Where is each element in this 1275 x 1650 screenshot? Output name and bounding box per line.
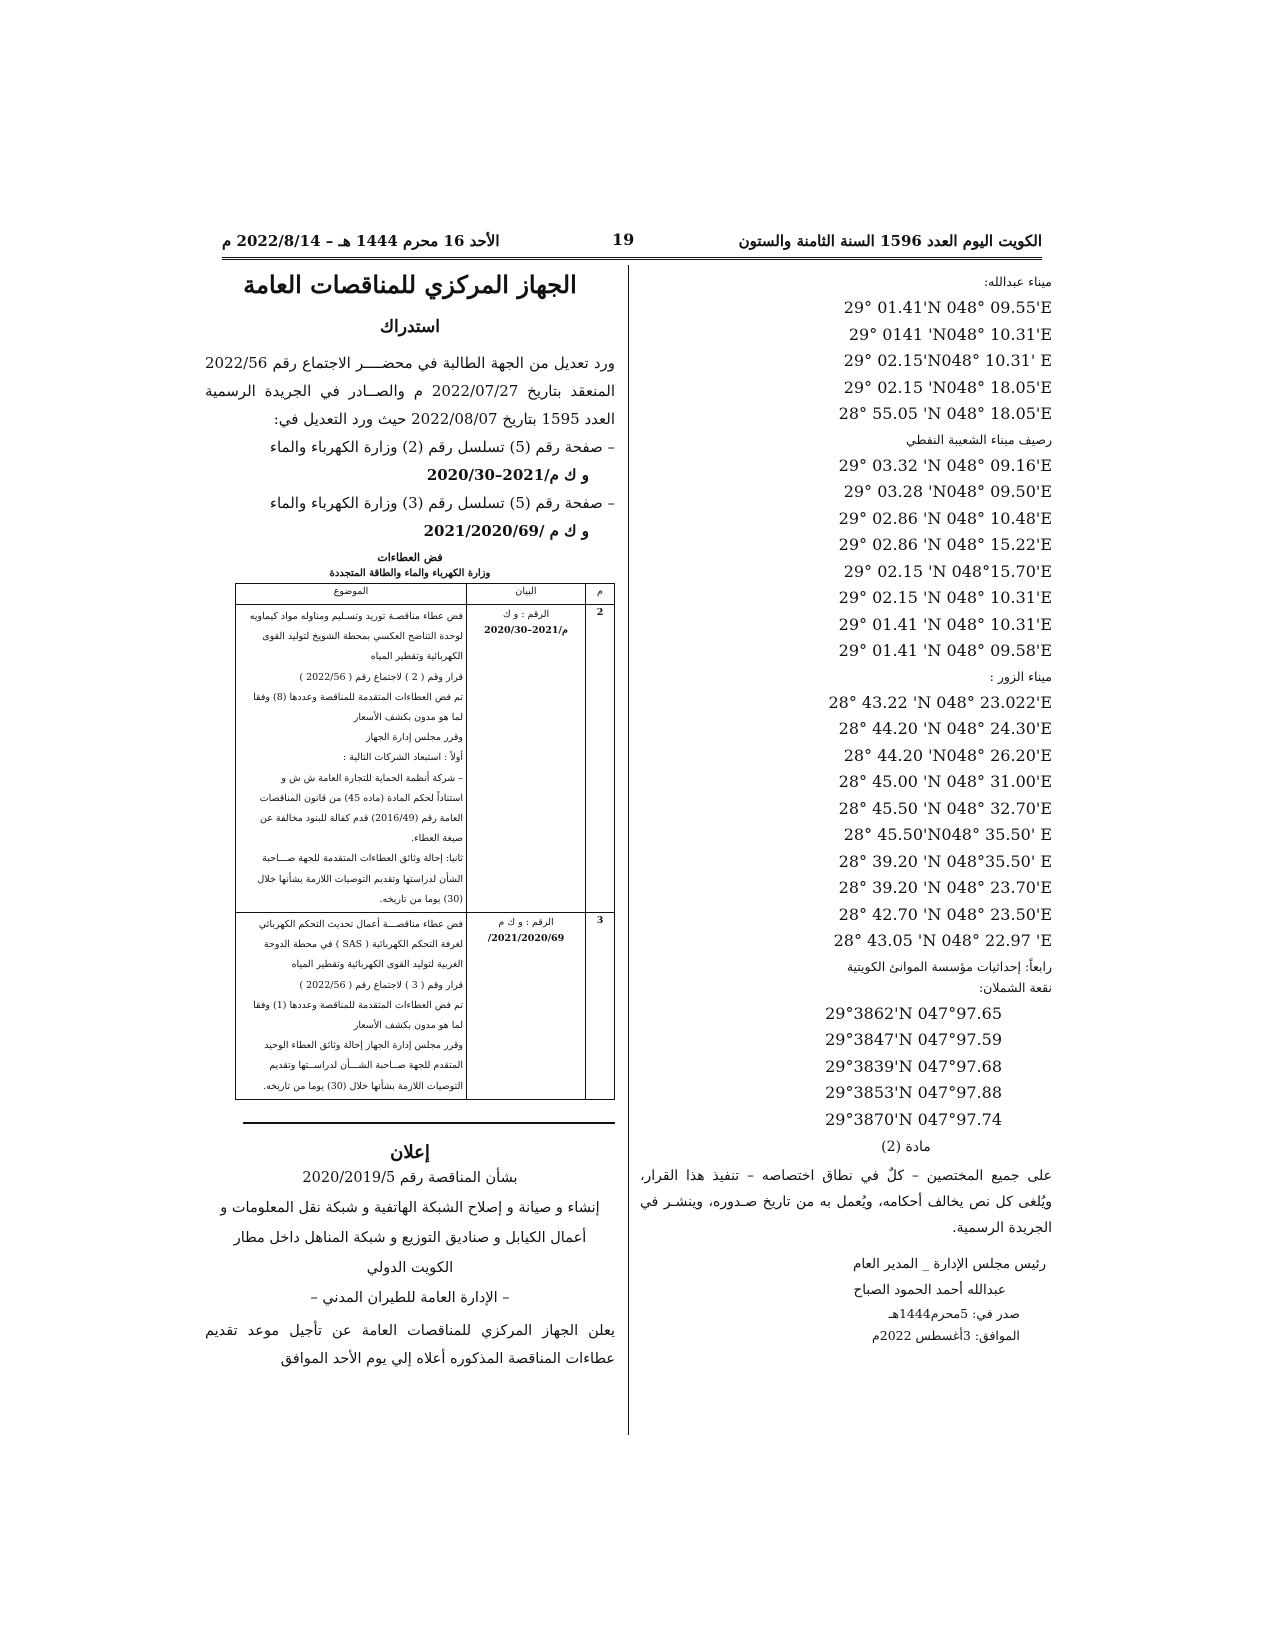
coordinate: 29° 02.86 'N 048° 15.22'E	[838, 535, 1052, 554]
subject-line: – شركة أنظمة الحماية للتجارة العامة ش ش و	[281, 772, 463, 784]
coordinate: 28° 44.20 'N048° 26.20'E	[843, 745, 1052, 765]
closing-text: على جميع المختصين – كلٌ في نطاق اختصاصه – تنفيذ هذا القرار، ويُلغى كل نص يخالف أحكامه، ويُعمل به من تاريخ صـدوره، وينشـر في الجريدة الرسمية.	[640, 1168, 1052, 1236]
coordinate: 28° 43.22 'N 048° 23.022'E	[828, 692, 1052, 712]
point-label: نقعة الشملان:	[978, 979, 1052, 995]
subject-line: صيغة العطاء.	[411, 833, 463, 845]
corresponding-line: الموافق: 3أغسطس 2022م	[872, 1328, 1020, 1343]
subject-line: قرار وقم ( 3 ) لاجتماع رقم ( 2022/56 )	[299, 979, 463, 991]
coordinate: 29° 01.41 'N 048° 10.31'E	[838, 614, 1052, 634]
coordinate: 29° 01.41 'N 048° 09.58'E	[838, 641, 1052, 660]
row-subject	[236, 913, 467, 1100]
port3-label: ميناء الزور :	[989, 668, 1052, 684]
coordinate: 29°3853'N 047°97.88	[825, 1083, 1002, 1102]
signature-block	[640, 1251, 1052, 1303]
coordinate: 28° 39.20 'N 048° 23.70'E	[838, 878, 1052, 897]
article-2-heading: مادة (2)	[881, 1139, 931, 1155]
row-ref	[467, 605, 586, 913]
item1-line2: و ك م/2021–2020/30	[426, 466, 589, 484]
section-title: استدراك	[380, 317, 440, 337]
page-number: 19	[612, 230, 635, 249]
subject-line: المتقدم للجهة صــاحبة الشـــأن لدراســتها وتقديم	[269, 1060, 463, 1072]
subject-line: ثانيا: إحالة وثائق العطاءات المتقدمة للجهة صـــاحبة	[262, 853, 463, 865]
coordinate: 29° 0141 'N048° 10.31'E	[848, 324, 1052, 344]
subject-line: (30) يوما من تاريخه.	[379, 893, 463, 905]
subject-line: العامة رقم (2016/49) قدم كفالة للبنود مخالفة عن	[259, 813, 463, 825]
subject-line: الشأن لدراستها وتقديم التوصيات اللازمة بشأنها خلال	[257, 873, 463, 885]
coordinate: 28° 44.20 'N 048° 24.30'E	[838, 719, 1052, 738]
right-column	[640, 270, 1052, 1353]
subject-line: لما هو مدون بكشف الأسعار	[353, 1020, 463, 1032]
signatory-name: عبدالله أحمد الحمود الصباح	[853, 1282, 1006, 1298]
subject-line: فض عطاء مناقصـــة أعمال تحديث التحكم الكهربائي	[258, 919, 463, 931]
section4-label: رابعاً: إحداثيات مؤسسة الموانئ الكويتية	[846, 958, 1052, 974]
coordinate: 28° 45.50'N048° 35.50' E	[843, 825, 1052, 844]
coordinate: 28° 45.00 'N 048° 31.00'E	[838, 772, 1052, 791]
coordinate: 28° 55.05 'N 048° 18.05'E	[838, 404, 1052, 423]
announcement-line: أعمال الكيابل و صناديق التوزيع و شبكة المناهل داخل مطار	[233, 1229, 587, 1246]
coordinate: 28° 39.20 'N 048°35.50' E	[838, 851, 1052, 871]
correction-paragraph: ورد تعديل من الجهة الطالبة في محضــــر الاجتماع رقم 2022/56 المنعقد بتاريخ 2022/07/27 م والصــادر في الجريدة الرسمية العدد 1595 بتاريخ 2022/08/07 حيث ورد التعديل في:	[205, 354, 616, 428]
coordinate: 29°3862'N 047°97.65	[825, 1003, 1002, 1023]
table-row	[236, 605, 615, 913]
signatory-title: رئيس مجلس الإدارة _ المدير العام	[852, 1256, 1046, 1272]
coordinate: 29° 03.28 'N048° 09.50'E	[843, 482, 1052, 501]
coordinate: 29° 02.15 'N 048°15.70'E	[843, 561, 1052, 581]
table-row	[236, 913, 615, 1100]
subject-line: الكهربائية وتقطير المياه	[370, 651, 463, 663]
announcement-line: – الإدارة العامة للطيران المدني –	[310, 1289, 510, 1306]
subject-line: الغربية لتوليد القوى الكهربائية وتقطير المياه	[291, 959, 463, 971]
coordinate: 29° 02.86 'N 048° 10.48'E	[838, 508, 1052, 528]
row-num: 2	[586, 605, 615, 913]
item2-line1: – صفحة رقم (5) تسلسل رقم (3) وزارة الكهرباء والماء	[269, 494, 615, 512]
header-num: م	[586, 584, 615, 605]
header-ref: البيان	[467, 584, 586, 605]
announcement-line: الكويت الدولي	[366, 1259, 454, 1276]
coordinate: 29° 02.15 'N 048° 10.31'E	[838, 588, 1052, 607]
subject-line: تم فض العطاءات المتقدمة للمناقصة وعددها (1) وفقا	[253, 999, 463, 1011]
column-divider	[628, 265, 629, 1435]
issued-line: صدر في: 5محرم1444هـ	[888, 1306, 1020, 1321]
page-title: الجهاز المركزي للمناقصات العامة	[243, 270, 577, 299]
announcement-title: إعلان	[390, 1141, 430, 1163]
coordinate: 29°3839'N 047°97.68	[825, 1056, 1002, 1076]
section-separator	[243, 1122, 615, 1124]
coordinate: 29°3847'N 047°97.59	[825, 1030, 1002, 1049]
coordinate: 28° 45.50 'N 048° 32.70'E	[838, 798, 1052, 818]
header-subject: الموضوع	[236, 584, 467, 605]
subject-line: استناداً لحكم المادة (ماده 45) من قانون المناقصات	[259, 792, 463, 804]
subject-line: لوحدة التناضح العكسي بمحطة الشويخ لتوليد القوى	[262, 631, 463, 643]
ref-line: الرقم : و ك	[502, 609, 550, 620]
port1-label: ميناء عبدالله:	[983, 274, 1052, 289]
issue-dates	[640, 1303, 1052, 1353]
coordinate: 29°3870'N 047°97.74	[825, 1109, 1002, 1129]
table-subtitle: وزارة الكهرباء والماء والطاقة المتجددة	[329, 568, 491, 579]
row-subject	[236, 605, 467, 913]
issue-dates-block	[872, 1303, 1020, 1347]
subject-line: فض عطاء مناقصـة توريد وتسـليم ومناوله مواد كيماويه	[249, 611, 463, 622]
coordinate: 28° 43.05 'N 048° 22.97 'E	[833, 931, 1052, 950]
subject-line: قرار وقم ( 2 ) لاجتماع رقم ( 2022/56 )	[299, 671, 463, 683]
port2-label: رصيف ميناء الشعيبة النفطي	[906, 431, 1052, 447]
row-num: 3	[586, 913, 615, 1100]
coordinate: 29° 02.15 'N048° 18.05'E	[843, 377, 1052, 397]
ref-line: م/2021–2020/30	[484, 625, 568, 636]
item2-line2: و ك م /2021/2020/69	[423, 522, 589, 540]
ref-line: 2021/2020/69/	[487, 933, 565, 945]
item1-line1: – صفحة رقم (5) تسلسل رقم (2) وزارة الكهرباء والماء	[269, 438, 615, 456]
subject-line: وقرر مجلس إدارة الجهاز	[365, 732, 463, 744]
table-header-row	[236, 584, 615, 605]
subject-line: وقرر مجلس إدارة الجهاز إحالة وثائق العطاء الوحيد	[264, 1040, 463, 1052]
header-rule	[222, 257, 1042, 260]
table-title: فض العطاءات	[377, 551, 443, 564]
subject-line: أولاً : استبعاد الشركات التالية :	[343, 752, 463, 764]
bids-table	[235, 583, 615, 1100]
subject-line: لما هو مدون بكشف الأسعار	[353, 712, 463, 724]
announcement-paragraph: يعلن الجهاز المركزي للمناقصات العامة عن تأجيل موعد تقديم عطاءات المناقصة المذكوره أعلاه إلي يوم الأحد الموافق	[205, 1322, 615, 1367]
ref-line: الرقم : و ك م	[498, 917, 554, 929]
announcement-line: إنشاء و صيانة و إصلاح الشبكة الهاتفية و شبكة نقل المعلومات و	[220, 1199, 600, 1216]
coordinate: 29° 03.32 'N 048° 09.16'E	[838, 455, 1052, 475]
header-publication: الكويت اليوم العدد 1596 السنة الثامنة والستون	[738, 232, 1042, 250]
header-date: الأحد 16 محرم 1444 هـ – 2022/8/14 م	[222, 232, 500, 250]
coordinate: 29° 02.15'N048° 10.31' E	[843, 351, 1052, 370]
coordinate: 29° 01.41'N 048° 09.55'E	[843, 298, 1052, 317]
announcement-line: بشأن المناقصة رقم 2020/2019/5	[302, 1169, 518, 1186]
subject-line: تم فض العطاءات المتقدمة للمناقصة وعددها (8) وفقا	[253, 691, 463, 703]
left-column	[205, 270, 615, 1373]
subject-line: التوصيات اللازمة بشأنها خلال (30) يوما من تاريخه.	[263, 1080, 463, 1092]
row-ref	[467, 913, 586, 1100]
page-header	[222, 232, 1042, 260]
coordinate: 28° 42.70 'N 048° 23.50'E	[838, 904, 1052, 924]
subject-line: لغرفة التحكم الكهربائية ( SAS ) في محطة الدوحة	[263, 939, 463, 951]
